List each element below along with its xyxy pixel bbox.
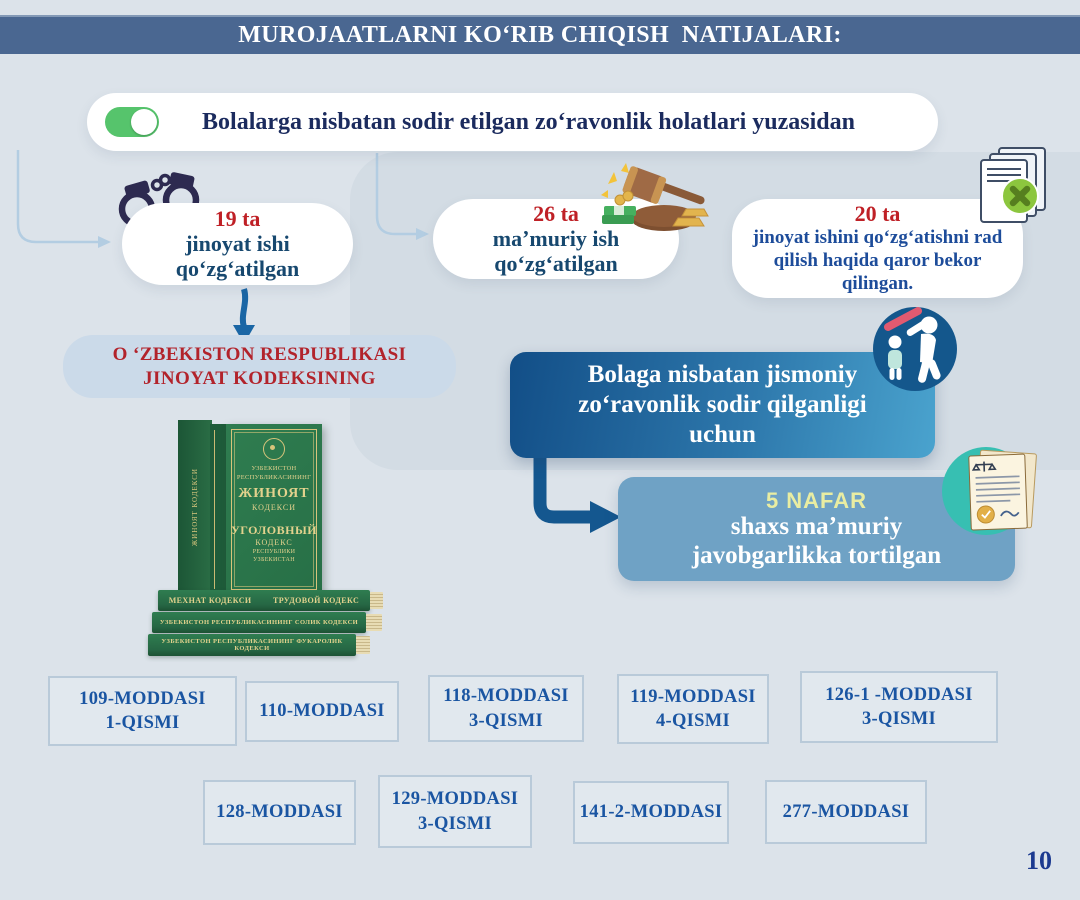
- connector-arrowhead-icon: [416, 228, 429, 240]
- page-number: 10: [1026, 846, 1052, 875]
- stacked-book-label: УЗБЕКИСТОН РЕСПУБЛИКАСИНИНГ ФУКАРОЛИК КОДЕКСИ: [161, 638, 343, 652]
- article-line: 141-2-MODDASI: [579, 802, 723, 823]
- book-pages-edge: [366, 614, 382, 631]
- cover-content: [230, 434, 318, 585]
- stat-label-line: maʼmuriy ish: [492, 225, 620, 251]
- stat-pill-criminal: [122, 203, 353, 285]
- article-box-110: [245, 681, 399, 742]
- cover-line: КОДЕКСИ: [251, 503, 297, 513]
- stat-label-line: jinoyat ishi: [185, 230, 290, 256]
- criminal-code-line: JINOYAT KODEKSINING: [143, 367, 376, 389]
- stacked-book-label: ТРУДОВОЙ КОДЕКС: [272, 596, 360, 605]
- toggle-on-icon[interactable]: [105, 107, 159, 137]
- cause-line: zoʻravonlik sodir qilganligi: [578, 391, 867, 418]
- article-line: 1-QISMI: [105, 713, 180, 733]
- elbow-arrow-icon: [540, 457, 592, 517]
- connector-arrowhead-icon: [98, 236, 111, 248]
- article-box-129: [378, 775, 532, 848]
- article-box-126-1: [800, 671, 998, 743]
- stat-label-line: qoʻzgʻatilgan: [175, 256, 300, 282]
- cover-line: КОДЕКС: [255, 537, 293, 547]
- result-line: shaxs maʼmuriy: [730, 512, 903, 540]
- article-box-128: [203, 780, 356, 845]
- book-front-cover: [226, 424, 322, 595]
- cause-line: Bolaga nisbatan jismoniy: [587, 361, 858, 388]
- cover-line: УЗБЕКИСТОН: [251, 465, 297, 472]
- criminal-code-line: O ʻZBEKISTON RESPUBLIKASI: [112, 343, 407, 365]
- article-line: 110-MODDASI: [259, 701, 385, 722]
- book-pages-edge: [370, 592, 383, 609]
- book-spine-text: ЖИНОЯТ КОДЕКСИ: [191, 467, 199, 547]
- header-bar: [0, 15, 1080, 54]
- book-pages-edge: [356, 636, 370, 654]
- cover-line: РЕСПУБЛИКАСИНИНГ: [236, 473, 312, 481]
- stacked-book: [152, 612, 366, 633]
- article-line: 3-QISMI: [861, 709, 937, 729]
- cause-line: uchun: [689, 421, 756, 448]
- cover-title: ЖИНОЯТ: [238, 485, 310, 501]
- cover-title: УГОЛОВНЫЙ: [230, 522, 318, 537]
- violence-against-child-icon: [872, 306, 958, 392]
- article-line: 4-QISMI: [655, 711, 731, 731]
- gavel-with-money-icon: [598, 162, 716, 242]
- article-box-277: [765, 780, 927, 844]
- stat-value: 19 ta: [214, 205, 261, 231]
- article-box-109: [48, 676, 237, 746]
- stat-value: 20 ta: [854, 200, 901, 226]
- stacked-book-label: МЕХНАТ КОДЕКСИ: [168, 596, 252, 605]
- cover-line: УЗБЕКИСТАН: [253, 557, 295, 564]
- result-highlight: 5 NAFAR: [765, 487, 868, 513]
- elbow-arrowhead-icon: [590, 501, 621, 533]
- stat-label-line: qoʻzgʻatilgan: [494, 251, 618, 277]
- stat-value: 26 ta: [533, 200, 579, 226]
- article-line: 128-MODDASI: [216, 802, 343, 823]
- article-line: 277-MODDASI: [782, 801, 910, 822]
- article-box-119: [617, 674, 769, 744]
- intro-label: Bolalarga nisbatan sodir etilgan zoʻravonlik holatlari yuzasidan: [202, 108, 855, 135]
- stat-label-line: qilingan.: [841, 273, 914, 295]
- book-spine-back: [178, 420, 212, 594]
- law-books-image: [148, 418, 398, 663]
- court-decision-certificate-icon: [940, 444, 1050, 539]
- article-line: 3-QISMI: [468, 710, 544, 731]
- stacked-book: [158, 590, 370, 611]
- article-line: 109-MODDASI: [79, 688, 206, 709]
- result-line: javobgarlikka tortilgan: [691, 541, 942, 569]
- down-arrow-icon: [243, 289, 245, 327]
- stacked-book: [148, 634, 356, 656]
- article-line: 126-1 -MODDASI: [825, 684, 973, 705]
- article-box-141-2: [573, 781, 729, 844]
- article-box-118: [428, 675, 584, 742]
- cover-line: РЕСПУБЛИКИ: [252, 549, 296, 556]
- documents-rejected-icon: [971, 146, 1049, 230]
- article-line: 129-MODDASI: [391, 789, 519, 810]
- intro-card: [87, 93, 938, 151]
- article-line: 3-QISMI: [417, 813, 493, 834]
- toggle-knob: [131, 109, 157, 135]
- page-title: MUROJAATLARNI KOʻRIB CHIQISH NATIJALARI:: [238, 22, 842, 48]
- stat-label-line: jinoyat ishini qoʻzgʻatishni rad: [752, 226, 1003, 248]
- state-emblem-icon: [263, 438, 285, 460]
- article-line: 118-MODDASI: [443, 686, 569, 707]
- stat-label-line: qilish haqida qaror bekor: [773, 250, 982, 271]
- article-line: 119-MODDASI: [630, 686, 756, 707]
- book-spine-front: [210, 424, 226, 595]
- stacked-book-label: УЗБЕКИСТОН РЕСПУБЛИКАСИНИНГ СОЛИК КОДЕКСИ: [159, 619, 359, 626]
- criminal-code-box: [63, 335, 456, 398]
